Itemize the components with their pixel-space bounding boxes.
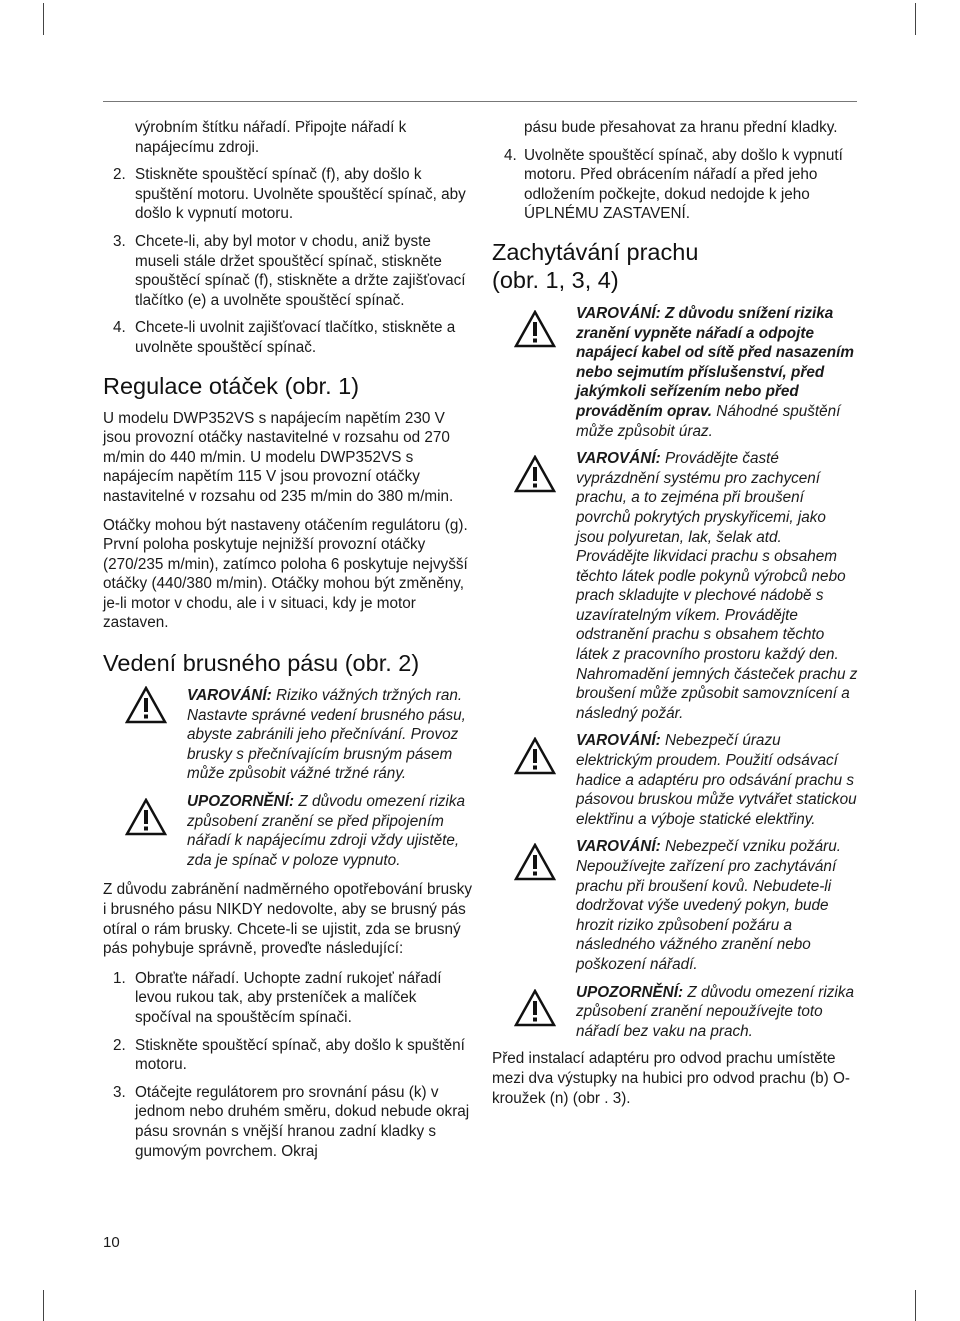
warning-block bbox=[492, 449, 858, 723]
caution-text: UPOZORNĚNÍ: Z důvodu omezení rizika způsobení zranění nepoužívejte toto nářadí bez vaku na prach. bbox=[576, 983, 854, 1040]
section-heading-belt: Vedení brusného pásu (obr. 2) bbox=[103, 650, 420, 677]
warning-triangle-icon bbox=[514, 737, 556, 775]
warning-triangle-icon bbox=[125, 686, 167, 724]
operation-steps-list bbox=[103, 118, 475, 358]
list-item: 2. Stiskněte spouštěcí spínač (f), aby došlo k spuštění motoru. Uvolněte spouštěcí spínač, aby došlo k vypnutí motoru. bbox=[113, 166, 466, 223]
warning-text: VAROVÁNÍ: Z důvodu snížení rizika zranění vypněte nářadí a odpojte napájecí kabel od sítě před nasazením nebo sejmutím příslušenství, před jakýmkoli seřízením nebo před prováděním oprav. Náhodné spuštění může způsobit úraz. bbox=[576, 304, 854, 440]
warning-triangle-icon bbox=[125, 798, 167, 836]
caution-block bbox=[103, 792, 475, 870]
list-item: výrobním štítku nářadí. Připojte nářadí k napájecímu zdroji. bbox=[135, 119, 407, 156]
section-heading-speed: Regulace otáček (obr. 1) bbox=[103, 372, 360, 399]
warning-triangle-icon bbox=[514, 310, 556, 348]
list-item: 3. Chcete-li, aby byl motor v chodu, aniž byste museli stále držet spouštěcí spínač, stiskněte spouštěcí spínač (f), stiskněte a držte zajišťovací tlačítko (e) a uvolněte spouštěcí spínač. bbox=[113, 232, 466, 309]
warning-block bbox=[492, 304, 858, 441]
page-number: 10 bbox=[103, 1234, 120, 1251]
warning-block bbox=[492, 837, 858, 974]
paragraph: Z důvodu zabránění nadměrného opotřebování brusky i brusného pásu NIKDY nedovolte, aby se brusný pás otíral o rám brusky. Chcete-li se ujistit, zda se brusný pás pohybuje správně, proveďte následující: bbox=[103, 881, 473, 958]
list-item: 4. Chcete-li uvolnit zajišťovací tlačítko, stiskněte a uvolněte spouštěcí spínač. bbox=[113, 319, 456, 356]
crop-mark bbox=[43, 1290, 44, 1321]
paragraph: Před instalací adaptéru pro odvod prachu umístěte mezi dva výstupky na hubici pro odvod prachu (b) O-kroužek (n) (obr . 3). bbox=[492, 1050, 850, 1107]
warning-text: VAROVÁNÍ: Riziko vážných tržných ran. Nastavte správné vedení brusného pásu, abyste zabránili jeho přečnívání. Provoz brusky s přečnívajícím brusným pásem může způsobit vážné tržné rány. bbox=[187, 687, 466, 783]
list-item: 2. Stiskněte spouštěcí spínač, aby došlo k spuštění motoru. bbox=[113, 1036, 465, 1074]
caution-text: UPOZORNĚNÍ: Z důvodu omezení rizika způsobení zranění se před připojením nářadí k napájecímu zdroji vždy ujistěte, zda je spínač v poloze vypnuto. bbox=[187, 793, 465, 869]
warning-triangle-icon bbox=[514, 455, 556, 493]
warning-triangle-icon bbox=[514, 843, 556, 881]
left-column bbox=[103, 118, 475, 1169]
section-heading-dust: Zachytávání prachu (obr. 1, 3, 4) bbox=[492, 238, 699, 293]
caution-block bbox=[492, 983, 858, 1042]
continued-steps-list bbox=[492, 118, 858, 224]
crop-mark bbox=[915, 1290, 916, 1321]
warning-text: VAROVÁNÍ: Nebezpečí úrazu elektrickým proudem. Použití odsávací hadice a adaptéru pro odsávání prachu s pásovou bruskou může vytvářet statickou elektřinu a výboje statické elektřiny. bbox=[576, 732, 857, 828]
warning-text: VAROVÁNÍ: Nebezpečí vzniku požáru. Nepoužívejte zařízení pro zachytávání prachu při broušení kovů. Nebudete-li dodržovat výše uvedený pokyn, bude hrozit riziko způsobení požáru a následného vážného zranění nebo poškození nářadí. bbox=[576, 838, 841, 973]
list-item: 4. Uvolněte spouštěcí spínač, aby došlo k vypnutí motoru. Před obrácením nářadí a před jeho odložením počkejte, dokud nedojde k jeho ÚPLNÉMU ZASTAVENÍ. bbox=[504, 146, 843, 223]
belt-steps-list bbox=[103, 969, 475, 1161]
crop-mark bbox=[43, 3, 44, 35]
list-item: pásu bude přesahovat za hranu přední kladky. bbox=[524, 119, 838, 136]
crop-mark bbox=[915, 3, 916, 35]
list-item: 1. Obraťte nářadí. Uchopte zadní rukojeť nářadí levou rukou tak, aby prsteníček a malíček spočíval na spouštěcím spínači. bbox=[113, 969, 442, 1026]
right-column bbox=[492, 118, 858, 1108]
paragraph: Otáčky mohou být nastaveny otáčením regulátoru (g). První poloha poskytuje nejnižší provozní otáčky (270/235 m/min), zatímco poloha 6 poskytuje nejvyšší otáčky (440/380 m/min). Otáčky mohou být změněny, je-li motor v chodu, ale i v situaci, kdy je motor zastaven. bbox=[103, 516, 468, 632]
paragraph: U modelu DWP352VS s napájecím napětím 230 V jsou provozní otáčky nastavitelné v rozsahu od 270 m/min do 440 m/min. U modelu DWP352VS s napájecím napětím 115 V jsou provozní otáčky nastavitelné v rozsahu od 235 m/min do 380 m/min. bbox=[103, 409, 454, 505]
header-rule bbox=[103, 101, 857, 102]
list-item: 3. Otáčejte regulátorem pro srovnání pásu (k) v jednom nebo druhém směru, dokud nebude okraj pásu srovnán s vnější hranou zadní kladky s gumovým povrchem. Okraj bbox=[113, 1083, 470, 1160]
warning-text: VAROVÁNÍ: Provádějte časté vyprázdnění systému pro zachycení prachu, a to zejména při broušení povrchů pokrytých pryskyřicemi, jako jsou polyuretan, lak, šelak atd. Provádějte likvidaci prachu s obsahem těchto látek podle pokynů výrobců nebo prach skladujte v plechové nádobě s uzavíratelným víkem. Provádějte odstranění prachu s obsahem těchto látek z pracovního prostoru každý den. Nahromadění jemných částeček prachu z broušení může způsobit samovznícení a následný požár. bbox=[576, 450, 858, 722]
warning-block bbox=[492, 731, 858, 829]
warning-triangle-icon bbox=[514, 989, 556, 1027]
warning-block bbox=[103, 686, 475, 784]
